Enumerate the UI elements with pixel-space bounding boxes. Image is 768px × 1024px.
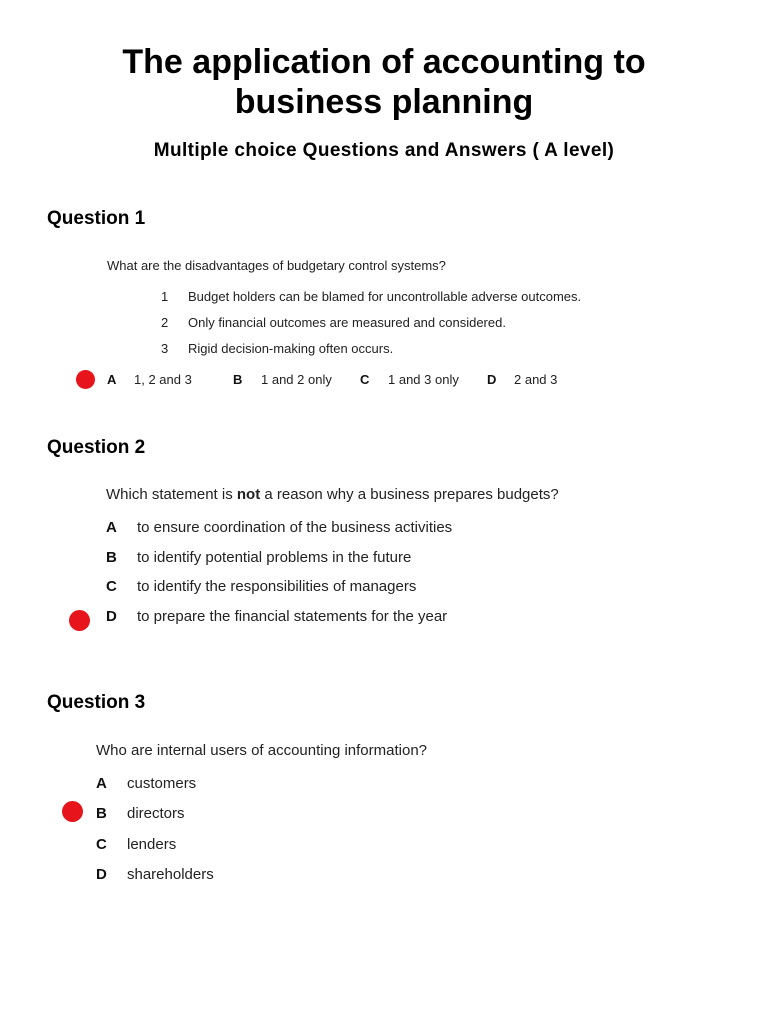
option-letter: D [106, 608, 117, 625]
option-text: to ensure coordination of the business activities [137, 519, 453, 536]
option-letter: B [106, 549, 117, 566]
title-line-2: business planning [234, 83, 534, 121]
question-1-statement-number: 1 [161, 289, 169, 304]
option-text: customers [127, 775, 197, 792]
option-letter: C [360, 372, 370, 387]
question-2-answer-marker [69, 610, 90, 631]
option-text: to identify potential problems in the future [137, 549, 412, 566]
option-letter: B [233, 372, 243, 387]
question-2-heading: Question 2 [47, 437, 146, 458]
option-text: 1 and 2 only [261, 372, 332, 387]
stem-text: a reason why a business prepares budgets? [260, 486, 559, 503]
question-1-statement-text: Only financial outcomes are measured and considered. [188, 315, 506, 330]
option-text: to prepare the financial statements for the year [137, 608, 448, 625]
option-text: shareholders [127, 866, 214, 883]
question-3-answer-marker [62, 801, 83, 822]
question-1-statement-number: 2 [161, 315, 169, 330]
option-letter: D [487, 372, 497, 387]
option-text: 2 and 3 [514, 372, 558, 387]
option-letter: D [96, 866, 107, 883]
option-text: 1, 2 and 3 [134, 372, 192, 387]
question-1-answer-marker [76, 370, 95, 389]
option-letter: A [107, 372, 117, 387]
stem-emphasis: not [236, 486, 261, 503]
page-subtitle: Multiple choice Questions and Answers ( A level) [153, 140, 615, 161]
question-1-stem: What are the disadvantages of budgetary control systems? [107, 258, 446, 273]
question-1-statement-number: 3 [161, 341, 169, 356]
option-letter: C [106, 578, 117, 595]
question-2-stem [106, 486, 559, 503]
option-text: directors [127, 805, 185, 822]
question-1-statement-text: Rigid decision-making often occurs. [188, 341, 394, 356]
option-letter: B [96, 805, 107, 822]
option-text: to identify the responsibilities of managers [137, 578, 417, 595]
question-3-heading: Question 3 [47, 692, 146, 713]
option-text: 1 and 3 only [388, 372, 459, 387]
stem-text: Which statement is [106, 486, 237, 503]
option-letter: A [96, 775, 107, 792]
page-title [0, 42, 768, 122]
option-text: lenders [127, 836, 177, 853]
option-letter: A [106, 519, 117, 536]
question-1-statement-text: Budget holders can be blamed for uncontrollable adverse outcomes. [188, 289, 582, 304]
question-3-stem: Who are internal users of accounting information? [96, 742, 428, 759]
title-line-1: The application of accounting to [122, 43, 646, 81]
option-letter: C [96, 836, 107, 853]
question-1-heading: Question 1 [47, 208, 146, 229]
